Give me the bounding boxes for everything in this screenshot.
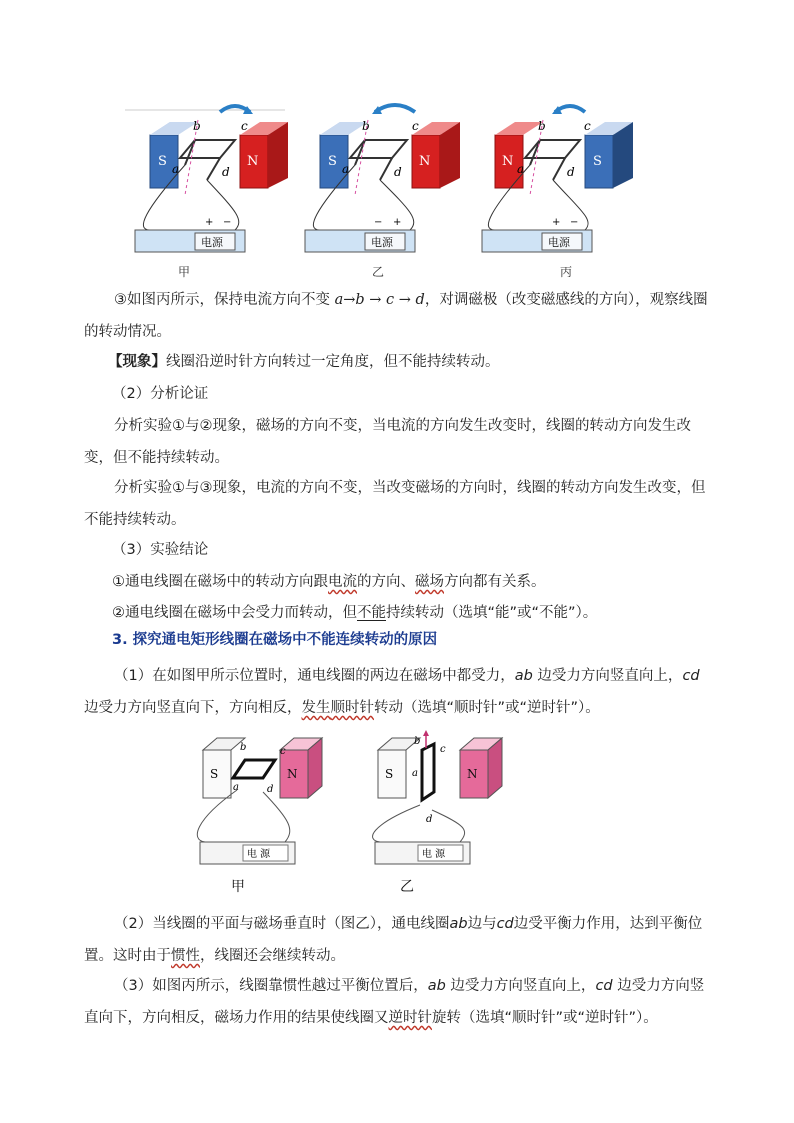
svg-text:c: c bbox=[241, 119, 248, 133]
conclusion-1: ①通电线圈在磁场中的转动方向跟电流的方向、磁场方向都有关系。 bbox=[112, 574, 546, 590]
svg-text:+: + bbox=[393, 217, 402, 228]
conclusion-heading: （3）实验结论 bbox=[112, 542, 209, 558]
fig1-p1-right-pole: N bbox=[247, 154, 259, 169]
section3-p1: （1）在如图甲所示位置时，通电线圈的两边在磁场中都受力，ab 边受力方向竖直向上，cd 边受力方向竖直向下，方向相反，发生顺时针转动（选填“顺时针”或“逆时针”）。 bbox=[84, 668, 700, 716]
step3-paragraph: ③如图丙所示，保持电流方向不变 a→b → c → d，对调磁极（改变磁感线的方向），观察线圈的转动情况。 bbox=[84, 292, 708, 340]
fig2-panel-2 bbox=[373, 730, 502, 864]
svg-text:b: b bbox=[414, 736, 421, 747]
figure-1-svg bbox=[125, 100, 645, 290]
fig1-caption-jia: 甲 bbox=[178, 265, 191, 279]
svg-text:b: b bbox=[240, 742, 247, 753]
svg-text:a: a bbox=[342, 162, 350, 176]
figure-2 bbox=[195, 730, 525, 880]
svg-text:b: b bbox=[538, 119, 546, 133]
fig1-p2-left-pole: S bbox=[328, 154, 337, 169]
svg-text:b: b bbox=[362, 119, 370, 133]
figure-1 bbox=[125, 100, 645, 290]
fig1-panel-2 bbox=[305, 105, 460, 252]
section3-p2: （2）当线圈的平面与磁场垂直时（图乙），通电线圈ab边与cd边受平衡力作用，达到平衡位置。这时由于惯性，线圈还会继续转动。 bbox=[84, 916, 703, 964]
fig1-p3-power-label: 电源 bbox=[548, 236, 570, 249]
fig1-panel-1 bbox=[135, 106, 288, 252]
fig1-p1-power-label: 电源 bbox=[201, 236, 223, 249]
fig1-caption-bing: 丙 bbox=[560, 265, 573, 279]
svg-text:d: d bbox=[567, 165, 575, 179]
fig1-caption-yi: 乙 bbox=[372, 265, 385, 279]
svg-text:b: b bbox=[193, 119, 201, 133]
fig1-p3-right-pole: S bbox=[593, 154, 602, 169]
svg-text:a: a bbox=[172, 162, 180, 176]
svg-text:d: d bbox=[222, 165, 230, 179]
fig1-p2-power-label: 电源 bbox=[371, 236, 393, 249]
svg-text:c: c bbox=[440, 744, 446, 755]
conclusion-2: ②通电线圈在磁场中会受力而转动，但不能持续转动（选填“能”或“不能”）。 bbox=[112, 605, 598, 621]
fig2-p1-power-label: 电 源 bbox=[247, 849, 271, 860]
section-3-title: 3. 探究通电矩形线圈在磁场中不能连续转动的原因 bbox=[112, 632, 438, 648]
fig1-panel-3 bbox=[482, 106, 633, 252]
fig1-p3-left-pole: N bbox=[502, 154, 514, 169]
fig1-p2-right-pole: N bbox=[419, 154, 431, 169]
figure-2-svg bbox=[195, 730, 525, 880]
svg-text:a: a bbox=[517, 162, 525, 176]
svg-text:−: − bbox=[374, 217, 383, 228]
fig2-p1-left-pole: S bbox=[210, 767, 219, 781]
svg-text:+: + bbox=[552, 217, 561, 228]
svg-text:c: c bbox=[412, 119, 419, 133]
fig2-caption-yi: 乙 bbox=[400, 879, 414, 895]
svg-text:−: − bbox=[570, 217, 579, 228]
phenomenon-line: 【现象】线圈沿逆时针方向转过一定角度，但不能持续转动。 bbox=[108, 354, 500, 370]
analysis-heading: （2）分析论证 bbox=[112, 386, 209, 402]
svg-text:−: − bbox=[223, 217, 232, 228]
fig2-p1-right-pole: N bbox=[287, 767, 298, 781]
svg-text:a: a bbox=[412, 768, 418, 779]
analysis-p2: 分析实验①与③现象，电流的方向不变，当改变磁场的方向时，线圈的转动方向发生改变，但不能持续转动。 bbox=[84, 480, 706, 528]
fig2-panel-1 bbox=[197, 738, 322, 864]
svg-text:d: d bbox=[267, 784, 274, 795]
svg-text:d: d bbox=[426, 814, 433, 825]
fig1-p1-left-pole: S bbox=[158, 154, 167, 169]
fig2-p2-left-pole: S bbox=[385, 767, 394, 781]
fig2-p2-right-pole: N bbox=[467, 767, 478, 781]
svg-text:a: a bbox=[233, 782, 239, 793]
analysis-p1: 分析实验①与②现象，磁场的方向不变，当电流的方向发生改变时，线圈的转动方向发生改变，但不能持续转动。 bbox=[84, 418, 691, 466]
svg-text:c: c bbox=[584, 119, 591, 133]
section3-p3: （3）如图丙所示，线圈靠惯性越过平衡位置后，ab 边受力方向竖直向上，cd 边受力方向竖直向下，方向相反，磁场力作用的结果使线圈又逆时针旋转（选填“顺时针”或“逆时针”）。 bbox=[84, 978, 705, 1026]
svg-text:d: d bbox=[394, 165, 402, 179]
fig2-p2-power-label: 电 源 bbox=[422, 849, 446, 860]
svg-text:+: + bbox=[205, 217, 214, 228]
fig2-caption-jia: 甲 bbox=[231, 879, 245, 895]
svg-text:c: c bbox=[280, 746, 286, 757]
